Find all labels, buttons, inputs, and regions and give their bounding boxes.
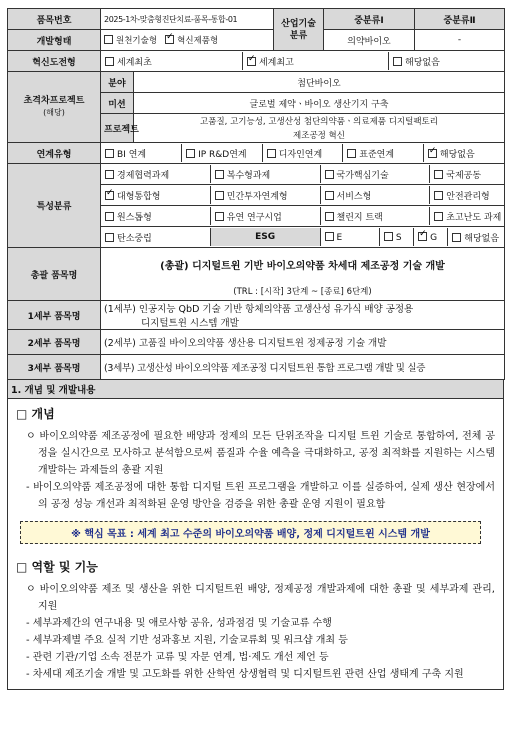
- special-option[interactable]: 안전관리형: [430, 186, 504, 204]
- link-label: 연계유형: [8, 143, 101, 164]
- mid2-value: -: [415, 30, 505, 51]
- checkbox-icon: [105, 233, 114, 242]
- checkbox-icon: [325, 212, 334, 221]
- detail-2-label: 2세부 품목명: [8, 330, 101, 355]
- project-sublabel: (해당): [43, 108, 65, 117]
- checkbox-icon: [105, 57, 114, 66]
- innovation-label: 혁신도전형: [8, 51, 101, 72]
- checkbox-icon: [434, 212, 443, 221]
- special-option[interactable]: 챌린지 트랙: [320, 207, 430, 225]
- link-option-3[interactable]: 디자인연계: [262, 144, 343, 162]
- link-option-5[interactable]: ✓ 해당없음: [423, 144, 504, 162]
- special-option[interactable]: 초고난도 과제: [430, 207, 504, 225]
- innovation-options: [101, 51, 505, 72]
- special-option[interactable]: 국가핵심기술: [320, 165, 430, 183]
- checkbox-icon: [325, 170, 334, 179]
- checkbox-icon: [384, 232, 393, 241]
- innovation-option-1[interactable]: 세계최초: [101, 52, 242, 70]
- checkbox-icon: [325, 232, 334, 241]
- core-goal: ※ 핵심 목표 : 세계 최고 수준의 바이오의약품 배양, 정제 디지털트윈 시스템 개발: [20, 521, 481, 544]
- checkbox-checked-icon: [165, 35, 174, 44]
- detail-1-line-2: 디지털트윈 시스템 개발: [101, 315, 505, 330]
- innovation-option-3[interactable]: 해당없음: [389, 52, 505, 70]
- special-option[interactable]: ✓대형통합형: [101, 186, 210, 204]
- mid-label: 중분류Ⅰ: [324, 9, 415, 30]
- item-no-value: 2025-1차-맞춤형진단치료-품목-통합-01: [101, 9, 274, 30]
- link-option-1[interactable]: BI 연계: [101, 144, 182, 162]
- project-label: [8, 72, 101, 143]
- mid-value: 의약바이오: [324, 30, 415, 51]
- total-label: 총괄 품목명: [8, 248, 101, 301]
- detail-3-line-1: (3세부) 고생산성 바이오의약품 제조공정 디지털트윈 통합 프로그램 개발 및 실증: [101, 355, 505, 380]
- role-item-3: - 세부과제별 주요 실적 기반 성과홍보 지원, 기술교류회 및 워크샵 개최 등: [26, 635, 348, 646]
- role-item-4: - 관련 기관/기업 소속 전문가 교류 및 자문 연계, 법·제도 개선 제언 등: [26, 652, 329, 663]
- total-trl: (TRL : [시작] 3단계 ~ [종료] 6단계): [101, 281, 505, 300]
- detail-1-line-1: (1세부) 인공지능 QbD 기술 기반 항체의약품 고생산성 유가식 배양 공정용: [101, 301, 505, 316]
- proj-value-1: 고품질, 고기능성, 고생산성 첨단의약품ㆍ의료제품 디지털팩토리: [134, 114, 505, 129]
- document-page: [7, 8, 504, 690]
- special-row-4: [101, 227, 505, 248]
- role-item-5: - 차세대 제조기술 개발 및 고도화를 위한 산학연 상생협력 및 디지털트윈 관련 산업 생태계 구축 지원: [26, 669, 464, 680]
- innovation-option-2[interactable]: ✓ 세계최고: [242, 52, 388, 70]
- role-item-1: ㅇ 바이오의약품 제조 및 생산을 위한 디지털트윈 배양, 정제공정 개발과제에 대한 총괄 및 세부과제 관리, 지원: [26, 584, 495, 612]
- concept-heading: □ 개념: [16, 407, 55, 421]
- checkbox-checked-icon: [247, 57, 256, 66]
- concept-item-1: ㅇ 바이오의약품 제조공정에 필요한 배양과 정제의 모든 단위조작을 디지털 트윈 기술로 통합하여, 전체 공정을 실시간으로 모사하고 분석함으로써 품질과 수율 예측을 극대화하고, 공정 최적화를 지원하는 시스템 개발하는 과제들의 총괄 지원: [26, 431, 495, 476]
- link-option-2[interactable]: IP R&D연계: [182, 144, 263, 162]
- item-info-table: [7, 8, 505, 380]
- checkbox-icon: [186, 149, 195, 158]
- special-row-3: [101, 206, 505, 227]
- special-option[interactable]: 원스톱형: [101, 207, 210, 225]
- section-1-content: [7, 399, 504, 690]
- special-option[interactable]: 유연 연구시업: [210, 207, 320, 225]
- esg-option-e[interactable]: E: [320, 228, 379, 246]
- mid2-label: 중분류Ⅱ: [415, 9, 505, 30]
- total-title: (총괄) 디지털트윈 기반 바이오의약품 차세대 제조공정 기술 개발: [101, 248, 505, 282]
- checkbox-icon: [452, 233, 461, 242]
- role-heading: □ 역할 및 기능: [16, 560, 98, 574]
- dev-type-option-1[interactable]: 원천기술형: [104, 36, 157, 46]
- checkbox-icon: [215, 170, 224, 179]
- checkbox-icon: [267, 149, 276, 158]
- project-label-text: 초격차프로젝트: [23, 96, 85, 106]
- special-label: 특성분류: [8, 164, 101, 248]
- special-option[interactable]: 국제공동: [430, 165, 504, 183]
- dev-type-options: [101, 30, 274, 51]
- link-option-4[interactable]: 표준연계: [343, 144, 424, 162]
- esg-option-s[interactable]: S: [379, 228, 413, 246]
- link-options: [101, 143, 505, 164]
- checkbox-checked-icon: [428, 149, 437, 158]
- checkbox-checked-icon: [418, 232, 427, 241]
- role-item-2: - 세부과제간의 연구내용 및 애로사항 공유, 성과점검 및 기술교류 수행: [26, 618, 332, 629]
- checkbox-icon: [105, 149, 114, 158]
- special-option[interactable]: 경제협력과제: [101, 165, 210, 183]
- item-no-label: 품목번호: [8, 9, 101, 30]
- dev-type-label: 개발형태: [8, 30, 101, 51]
- industry-label: 산업기술 분류: [274, 9, 324, 51]
- checkbox-icon: [434, 170, 443, 179]
- detail-2-line-1: (2세부) 고품질 바이오의약품 생산용 디지털트윈 정제공정 기술 개발: [101, 330, 505, 355]
- field-label: 분야: [101, 72, 134, 93]
- detail-3-label: 3세부 품목명: [8, 355, 101, 380]
- checkbox-icon: [393, 57, 402, 66]
- esg-option-g[interactable]: ✓ G: [414, 228, 448, 246]
- detail-1-label: 1세부 품목명: [8, 301, 101, 330]
- checkbox-icon: [105, 170, 114, 179]
- proj-value-2: 제조공정 혁신: [134, 128, 505, 143]
- checkbox-icon: [434, 191, 443, 200]
- special-option[interactable]: 복수형과제: [210, 165, 320, 183]
- checkbox-icon: [104, 35, 113, 44]
- special-option[interactable]: 탄소중립: [101, 228, 210, 246]
- esg-label: ESG: [210, 228, 320, 246]
- special-option[interactable]: 서비스형: [320, 186, 430, 204]
- concept-item-2: - 바이오의약품 제조공정에 대한 통합 디지털 트윈 프로그램을 개발하고 이를 실증하여, 실제 생산 현장에서의 공정 성능 개선과 최적화된 운영 방안을 검증을 위한 총괄 운영 지원이 필요함: [26, 482, 495, 510]
- checkbox-icon: [215, 212, 224, 221]
- special-row-2: [101, 185, 505, 206]
- special-option[interactable]: 민간투자연계형: [210, 186, 320, 204]
- field-value: 첨단바이오: [134, 72, 505, 93]
- proj-label: 프로젝트: [101, 114, 134, 143]
- checkbox-icon: [215, 191, 224, 200]
- checkbox-icon: [105, 212, 114, 221]
- dev-type-option-2[interactable]: ✓ 혁신제품형: [165, 36, 218, 46]
- section-1-title: 1. 개념 및 개발내용: [7, 380, 504, 399]
- mission-value: 글로벌 제약ㆍ바이오 생산기지 구축: [134, 93, 505, 114]
- esg-option-none[interactable]: 해당없음: [448, 228, 504, 246]
- checkbox-icon: [325, 191, 334, 200]
- checkbox-checked-icon: [105, 191, 114, 200]
- checkbox-icon: [347, 149, 356, 158]
- mission-label: 미션: [101, 93, 134, 114]
- special-row-1: [101, 164, 505, 185]
